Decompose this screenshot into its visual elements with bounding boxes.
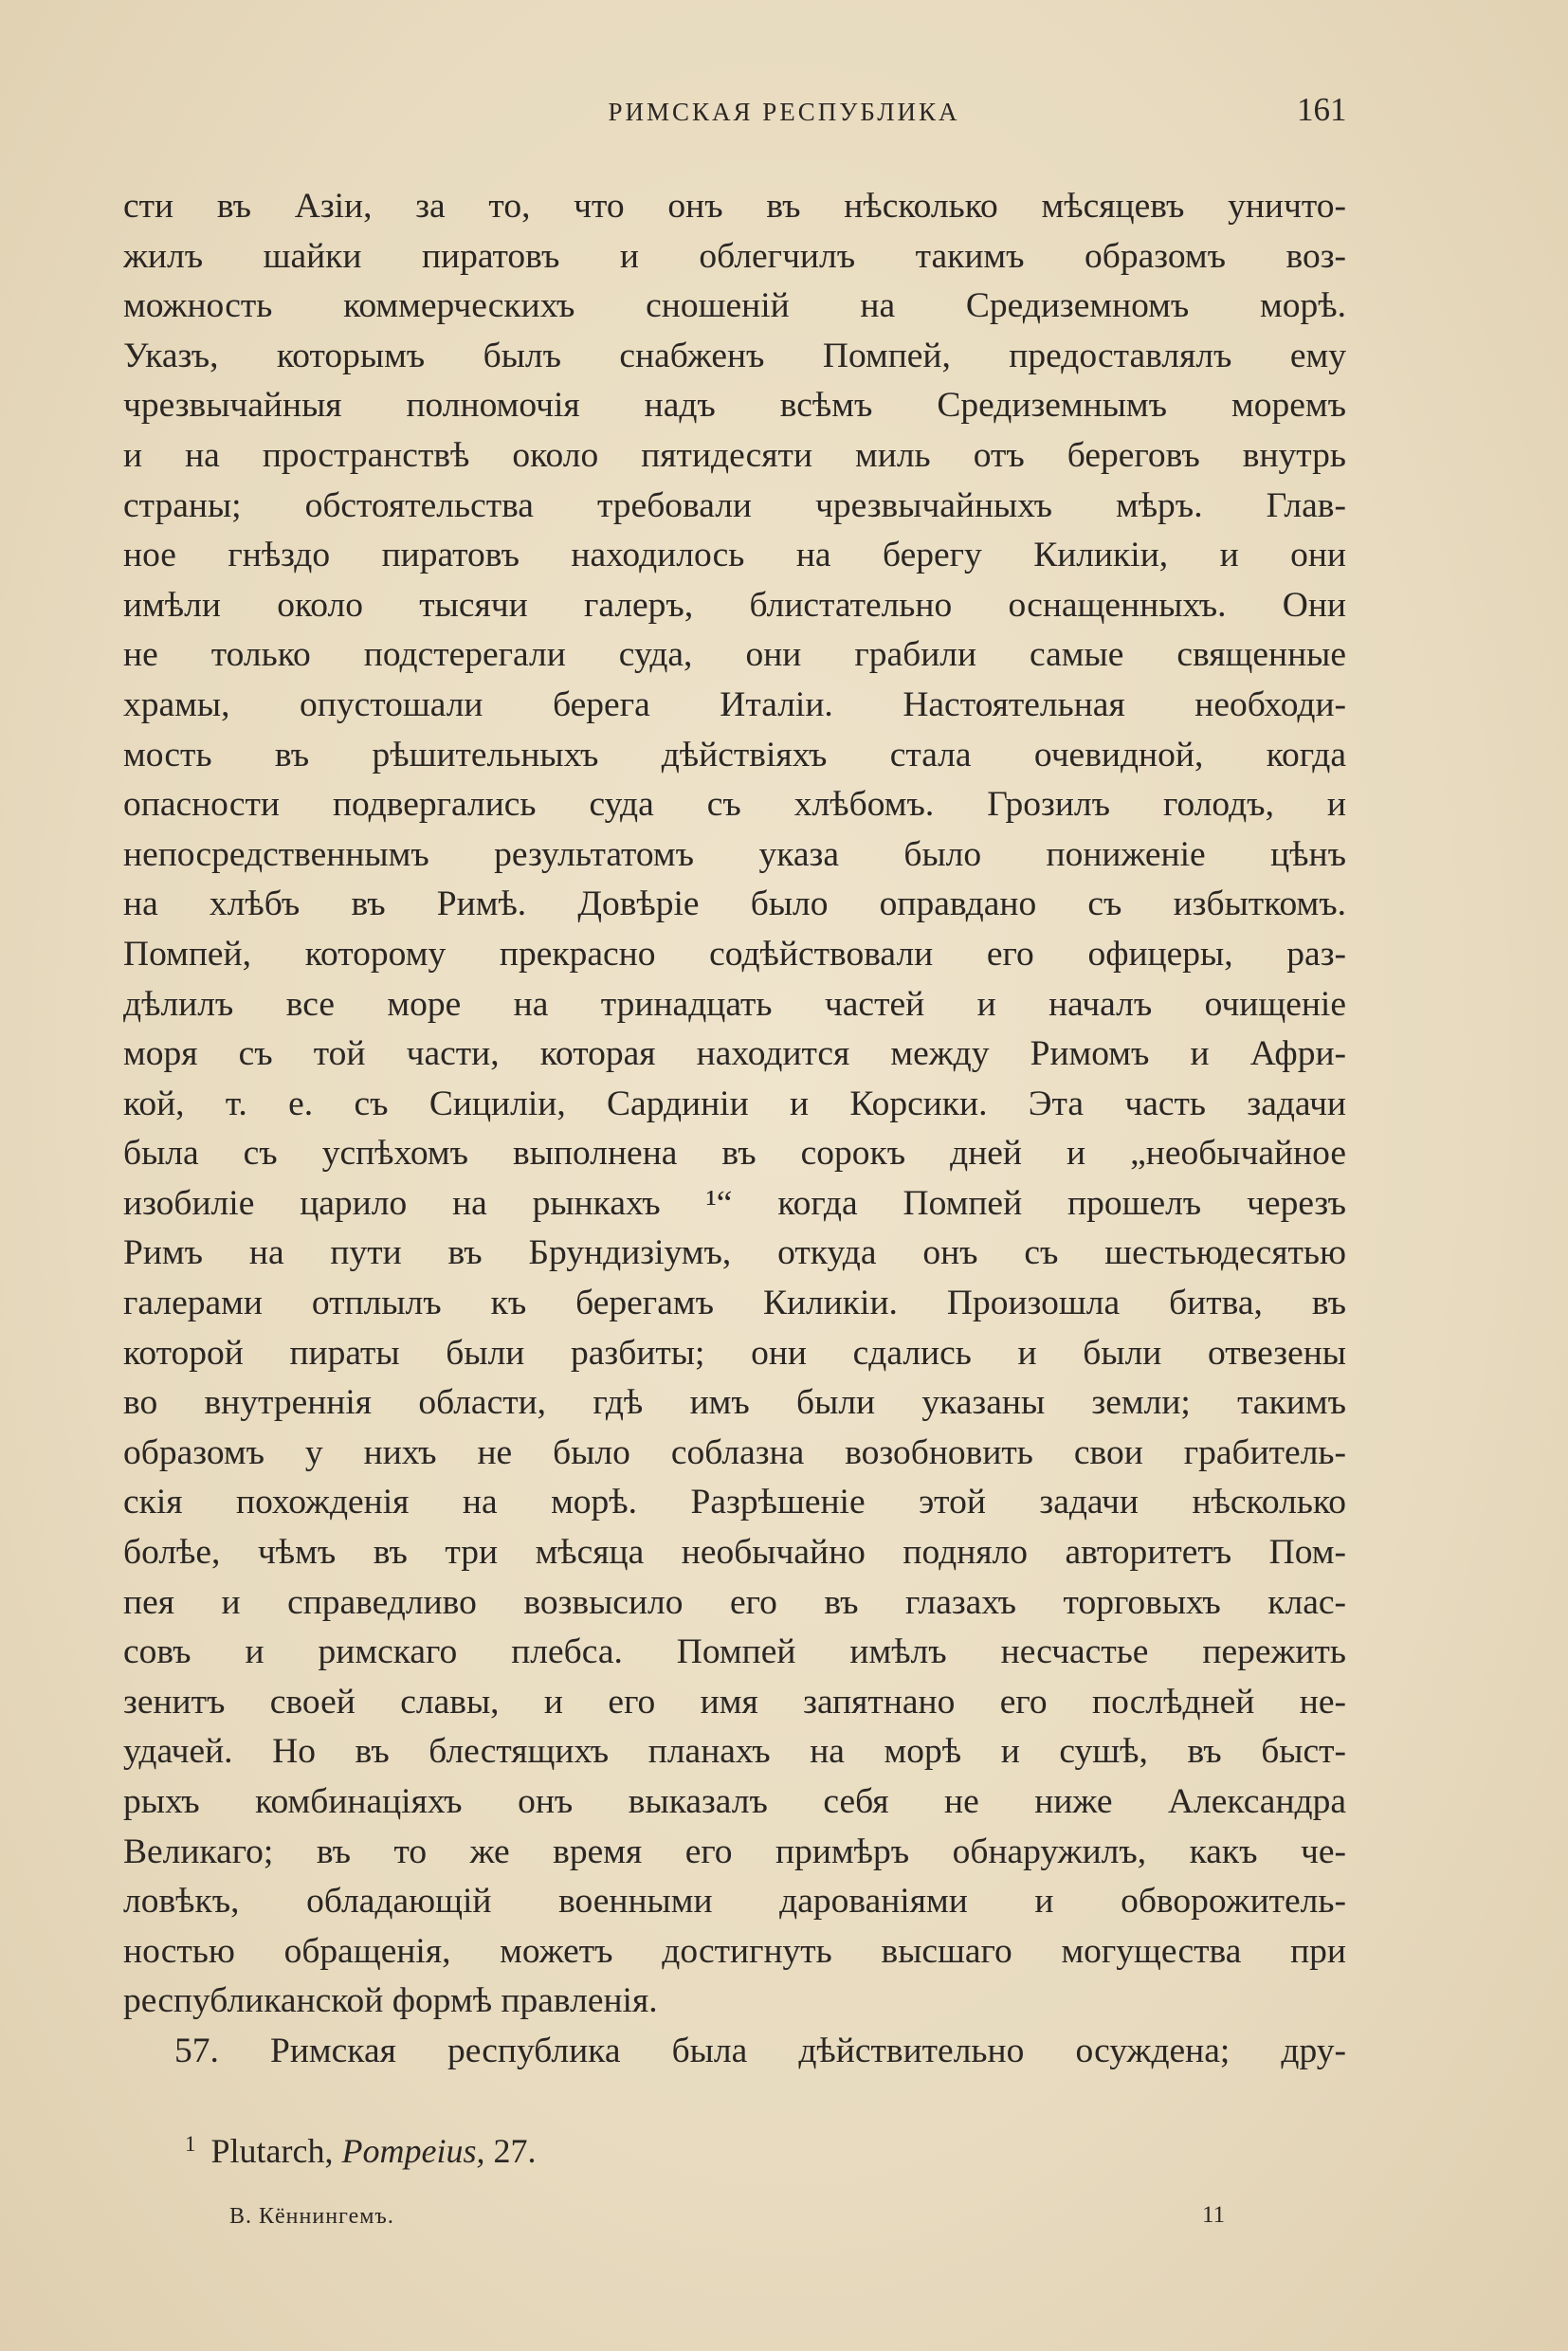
text-line: во внутреннія области, гдѣ имъ были указаны земли; такимъ [123,1383,1346,1423]
page-number: 161 [1297,91,1347,128]
footnote [185,2131,536,2171]
text-line: жилъ шайки пиратовъ и облегчилъ такимъ образомъ воз- [123,236,1346,276]
text-line: имѣли около тысячи галеръ, блистательно оснащенныхъ. Они [123,585,1346,625]
text-line: Великаго; въ то же время его примѣръ обнаружилъ, какъ че- [123,1832,1346,1871]
text-line: галерами отплылъ къ берегамъ Киликіи. Произошла битва, въ [123,1284,1346,1323]
footnote-work: Pompeius, [341,2132,485,2170]
text-line: Помпей, которому прекрасно содѣйствовали его офицеры, раз- [123,934,1346,974]
text-line: образомъ у нихъ не было соблазна возобновить свои грабитель- [123,1432,1346,1472]
footnote-author: Plutarch, [210,2132,334,2170]
text-line: зенитъ своей славы, и его имя запятнано его послѣдней не- [123,1682,1346,1722]
text-line: на хлѣбъ въ Римѣ. Довѣріе было оправдано съ избыткомъ. [123,884,1346,924]
text-line: опасности подвергались суда съ хлѣбомъ. Грозилъ голодъ, и [123,785,1346,825]
footnote-chapter: 27. [493,2132,537,2170]
text-line: непосредственнымъ результатомъ указа было пониженіе цѣнъ [123,834,1346,874]
paragraph-start-line: 57. Римская республика была дѣйствительно осуждена; дру- [174,2031,1346,2070]
text-line: моря съ той части, которая находится между Римомъ и Афри- [123,1034,1346,1074]
text-line: ловѣкъ, обладающій военными дарованіями и обворожитель- [123,1882,1346,1922]
footnote-mark: 1 [185,2132,196,2156]
text-line: и на пространствѣ около пятидесяти миль отъ береговъ внутрь [123,435,1346,475]
text-line: совъ и римскаго плебса. Помпей имѣлъ несчастье пережить [123,1632,1346,1672]
text-line: удачей. Но въ блестящихъ планахъ на морѣ и сушѣ, въ быст- [123,1732,1346,1772]
running-title: РИМСКАЯ РЕСПУБЛИКА [608,98,960,126]
text-line: болѣе, чѣмъ въ три мѣсяца необычайно подняло авторитетъ Пом- [123,1533,1346,1573]
text-line: дѣлилъ все море на тринадцать частей и началъ очищеніе [123,984,1346,1024]
signature-number: 11 [1202,2202,1226,2228]
text-line: ностью обращенія, можетъ достигнуть высшаго могущества при [123,1931,1346,1971]
text-line: не только подстерегали суда, они грабили самые священные [123,635,1346,675]
text-line: страны; обстоятельства требовали чрезвычайныхъ мѣръ. Глав- [123,485,1346,525]
printer-signature: В. Кённингемъ. [229,2204,394,2229]
text-line: пея и справедливо возвысило его въ глазахъ торговыхъ клас- [123,1582,1346,1622]
text-line: Указъ, которымъ былъ снабженъ Помпей, предоставлялъ ему [123,336,1346,375]
body-text [123,182,1346,2077]
text-line: которой пираты были разбиты; они сдались и были отвезены [123,1333,1346,1373]
text-line: Римъ на пути въ Брундизіумъ, откуда онъ съ шестьюдесятью [123,1233,1346,1273]
text-line: сти въ Азіи, за то, что онъ въ нѣсколько мѣсяцевъ уничто- [123,187,1346,226]
text-line: можность коммерческихъ сношеній на Средиземномъ морѣ. [123,286,1346,326]
text-line: чрезвычайныя полномочія надъ всѣмъ Средиземнымъ моремъ [123,386,1346,426]
text-line: изобиліе царило на рынкахъ ¹“ когда Помпей прошелъ черезъ [123,1183,1346,1223]
paragraph-end-line: республиканской формѣ правленія. [123,1981,658,2021]
text-line: мость въ рѣшительныхъ дѣйствіяхъ стала очевидной, когда [123,735,1346,775]
text-line: скія похожденія на морѣ. Разрѣшеніе этой задачи нѣсколько [123,1483,1346,1522]
text-line: была съ успѣхомъ выполнена въ сорокъ дней и „необычайное [123,1134,1346,1174]
text-line: рыхъ комбинаціяхъ онъ выказалъ себя не ниже Александра [123,1782,1346,1821]
text-line: ное гнѣздо пиратовъ находилось на берегу Киликіи, и они [123,536,1346,575]
text-line: храмы, опустошали берега Италіи. Настоятельная необходи- [123,684,1346,724]
text-line: кой, т. е. съ Сициліи, Сардиніи и Корсики. Эта часть задачи [123,1084,1346,1123]
